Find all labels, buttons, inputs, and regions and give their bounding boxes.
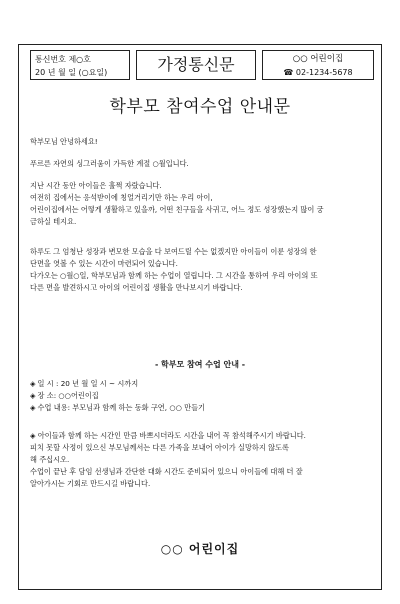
page-title: 학부모 참여수업 안내문 <box>109 97 291 117</box>
doc-title: 가정통신문 <box>136 50 256 80</box>
phone-number: 02-1234-5678 <box>295 68 353 77</box>
detail-item <box>30 402 205 414</box>
paragraph-line: 여전히 집에서는 응석받이에 칭얼거리기만 하는 우리 아이, <box>30 193 213 202</box>
paragraph-line: 단면을 엿볼 수 있는 시간이 마련되어 있습니다. <box>30 259 178 268</box>
notice-line: 해 주십시오. <box>30 455 70 464</box>
school-name: ○○ 어린이집 <box>292 54 344 64</box>
school-info-box <box>262 50 374 80</box>
detail-text: 장 소: ○○어린이집 <box>37 391 99 400</box>
detail-item <box>30 378 138 390</box>
section-title: - 학부모 참여 수업 안내 - <box>154 360 246 369</box>
issue-number: 통신번호 제○호 <box>35 55 91 64</box>
phone-icon: ☎ <box>283 68 294 77</box>
paragraph-line: 지난 시간 동안 아이들은 훌쩍 자랐습니다. <box>30 181 162 190</box>
issue-date: 20 년 월 일 (○요일) <box>35 68 108 77</box>
paragraph-line: 다가오는 ○월○일, 학부모님과 함께 하는 수업이 열립니다. 그 시간을 통하여 우리 아이의 또 <box>30 271 318 280</box>
document-frame <box>18 44 382 590</box>
issue-info-box <box>30 50 130 80</box>
paragraph-line: 금하실 테지요. <box>30 217 77 226</box>
notice-line: 수업이 끝난 후 담임 선생님과 간단한 대화 시간도 준비되어 있으니 아이들에 대해 더 잘 <box>30 467 303 476</box>
notice-line: 알아가시는 기회로 만드시길 바랍니다. <box>30 479 151 488</box>
paragraph-line: 하루도 그 엄청난 성장과 변모한 모습을 다 보여드릴 수는 없겠지만 아이들이 이룬 성장의 한 <box>30 247 317 256</box>
detail-text: 수업 내용: 부모님과 함께 하는 동화 구연, ○○ 만들기 <box>37 403 205 412</box>
paragraph-line: 어린이집에서는 어떻게 생활하고 있을까, 어떤 친구들을 사귀고, 어느 정도 성장했는지 많이 궁 <box>30 205 324 214</box>
header <box>30 50 374 80</box>
diamond-bullet-icon: ◈ <box>30 403 36 412</box>
notice-line: ◈ 아이들과 함께 하는 시간인 만큼 바쁘시더라도 시간을 내어 꼭 참석해주시기 바랍니다. <box>30 431 306 440</box>
detail-item <box>30 390 99 402</box>
detail-text: 일 시 : 20 년 월 일 시 ~ 시까지 <box>37 379 139 388</box>
paragraph-line: 다른 면을 발견하시고 아이의 어린이집 생활을 만나보시기 바랍니다. <box>30 283 243 292</box>
phone-line <box>263 67 373 78</box>
intro-paragraph: 푸르른 자연의 싱그러움이 가득한 계절 ○월입니다. <box>30 159 189 168</box>
diamond-bullet-icon: ◈ <box>30 379 36 388</box>
greeting: 학부모님 안녕하세요! <box>30 137 98 146</box>
notice-line: 피치 못할 사정이 있으신 부모님께서는 다른 가족을 보내어 아이가 실망하지 않도록 <box>30 443 289 452</box>
footer-signature: ○○ 어린이집 <box>160 542 240 556</box>
diamond-bullet-icon: ◈ <box>30 391 36 400</box>
